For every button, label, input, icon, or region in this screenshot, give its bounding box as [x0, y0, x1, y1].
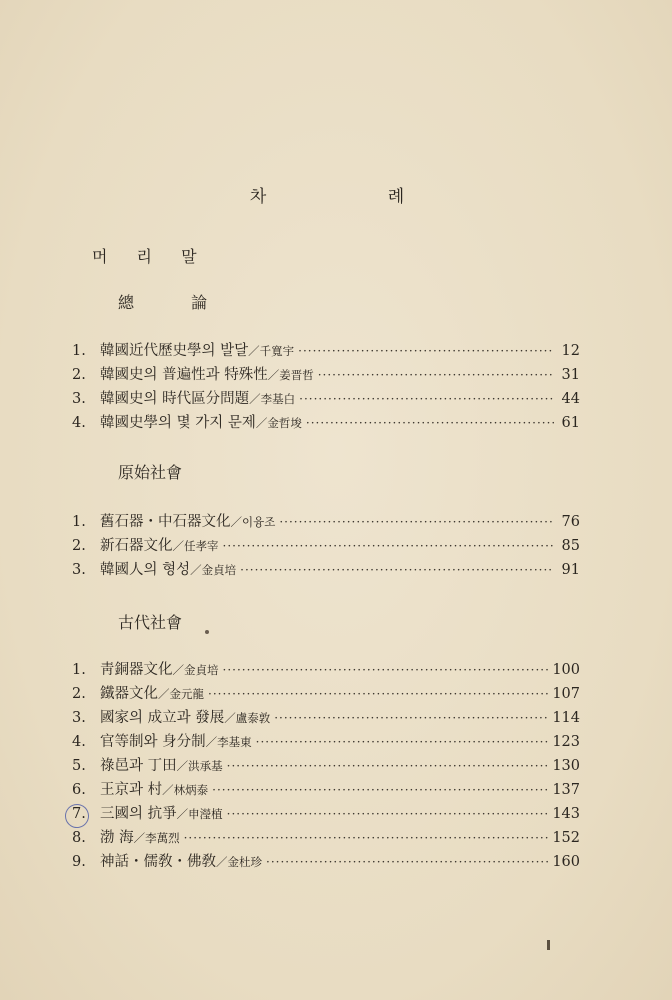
entry-page: 91 — [561, 562, 580, 578]
leader-dots — [208, 687, 548, 701]
entry-title: 韓國人의 형성 — [100, 562, 191, 578]
entry-page: 160 — [552, 854, 580, 870]
leader-dots — [266, 855, 548, 869]
entry-title: 王京과 村 — [100, 782, 163, 798]
toc-entry — [72, 802, 580, 826]
toc-entry — [72, 730, 580, 754]
entry-page: 85 — [561, 538, 580, 554]
toc-entry — [72, 682, 580, 706]
toc-entry — [72, 658, 580, 682]
entry-author: ／申瀅植 — [176, 807, 223, 821]
entry-number: 5. — [72, 758, 86, 774]
leader-dots — [223, 539, 555, 553]
entry-author: ／李基東 — [205, 735, 252, 749]
entry-page: 107 — [552, 686, 580, 702]
entry-number: 4. — [72, 415, 86, 431]
entry-title: 舊石器・中石器文化 — [100, 514, 231, 530]
entry-page: 114 — [552, 710, 580, 726]
leader-dots — [298, 344, 554, 358]
entry-author: ／金元龍 — [158, 687, 204, 701]
preface-heading: 머 리 말 — [92, 247, 209, 266]
entry-author: ／李基白 — [249, 392, 296, 406]
toc-list-general — [72, 339, 580, 435]
entry-page: 143 — [552, 806, 580, 822]
entry-number: 4. — [72, 734, 86, 750]
leader-dots — [212, 783, 548, 797]
toc-entry — [72, 778, 580, 802]
entry-number: 9. — [72, 854, 86, 870]
toc-entry — [72, 754, 580, 778]
toc-entry — [72, 411, 580, 435]
entry-title: 韓國史學의 몇 가지 문제 — [100, 415, 256, 431]
leader-dots — [227, 807, 549, 821]
section-heading-ancient: 古代社會 — [118, 613, 183, 632]
entry-page: 61 — [561, 415, 580, 431]
entry-page: 31 — [561, 367, 580, 383]
entry-page: 12 — [561, 343, 580, 359]
entry-author: ／洪承基 — [176, 759, 223, 773]
entry-author: ／姜晋哲 — [267, 368, 314, 382]
entry-number: 3. — [72, 710, 86, 726]
leader-dots — [318, 368, 554, 382]
entry-title: 渤 海 — [100, 830, 134, 846]
entry-number: 7. — [72, 806, 86, 822]
entry-title: 韓國近代歷史學의 발달 — [100, 343, 249, 359]
entry-title: 國家의 成立과 發展 — [100, 710, 225, 726]
entry-page: 44 — [561, 391, 580, 407]
toc-entry — [72, 534, 580, 558]
entry-number: 1. — [72, 343, 86, 359]
entry-number: 6. — [72, 782, 86, 798]
toc-list-ancient — [72, 658, 580, 874]
ink-speck — [205, 630, 209, 634]
entry-title: 韓國史의 時代區分問題 — [100, 391, 250, 407]
entry-author: ／林炳泰 — [162, 783, 209, 797]
entry-title: 新石器文化 — [100, 538, 173, 554]
toc-entry — [72, 826, 580, 850]
section-heading-primitive: 原始社會 — [118, 463, 183, 482]
entry-title: 三國의 抗爭 — [100, 806, 177, 822]
entry-title: 官等制와 身分制 — [100, 734, 206, 750]
leader-dots — [274, 711, 548, 725]
entry-number: 2. — [72, 367, 86, 383]
toc-entry — [72, 339, 580, 363]
toc-entry — [72, 387, 580, 411]
entry-page: 123 — [552, 734, 580, 750]
entry-author: ／李萬烈 — [133, 831, 180, 845]
leader-dots — [223, 663, 549, 677]
entry-title: 靑銅器文化 — [100, 662, 173, 678]
leader-dots — [306, 416, 554, 430]
entry-page: 137 — [552, 782, 580, 798]
entry-author: ／金杜珍 — [216, 855, 262, 869]
toc-entry — [72, 510, 580, 534]
leader-dots — [227, 759, 549, 773]
section-heading-general: 總 論 — [118, 293, 234, 312]
leader-dots — [240, 563, 554, 577]
entry-number: 8. — [72, 830, 86, 846]
entry-author: ／金貞培 — [190, 563, 237, 577]
toc-entry — [72, 558, 580, 582]
entry-title: 韓國史의 普遍性과 特殊性 — [100, 367, 268, 383]
entry-number: 2. — [72, 538, 86, 554]
entry-number: 3. — [72, 562, 86, 578]
page-title: 차 례 — [249, 187, 463, 207]
entry-author: ／이융조 — [230, 515, 276, 529]
entry-page: 76 — [561, 514, 580, 530]
entry-author: ／千寬宇 — [248, 344, 295, 358]
ink-tick — [547, 940, 550, 950]
toc-entry — [72, 706, 580, 730]
entry-author: ／金貞培 — [172, 663, 219, 677]
entry-title: 神話・儒敎・佛敎 — [100, 854, 216, 870]
entry-number: 1. — [72, 662, 86, 678]
toc-list-primitive — [72, 510, 580, 582]
entry-title: 鐵器文化 — [100, 686, 158, 702]
entry-author: ／任孝宰 — [172, 539, 219, 553]
entry-number: 1. — [72, 514, 86, 530]
leader-dots — [184, 831, 549, 845]
entry-title: 祿邑과 丁田 — [100, 758, 177, 774]
entry-author: ／金哲埈 — [255, 416, 302, 430]
leader-dots — [299, 392, 554, 406]
toc-entry — [72, 363, 580, 387]
leader-dots — [279, 515, 554, 529]
entry-number: 2. — [72, 686, 86, 702]
entry-page: 100 — [552, 662, 580, 678]
entry-page: 130 — [552, 758, 580, 774]
entry-number: 3. — [72, 391, 86, 407]
entry-author: ／盧泰敦 — [224, 711, 271, 725]
leader-dots — [256, 735, 549, 749]
toc-entry — [72, 850, 580, 874]
entry-page: 152 — [552, 830, 580, 846]
